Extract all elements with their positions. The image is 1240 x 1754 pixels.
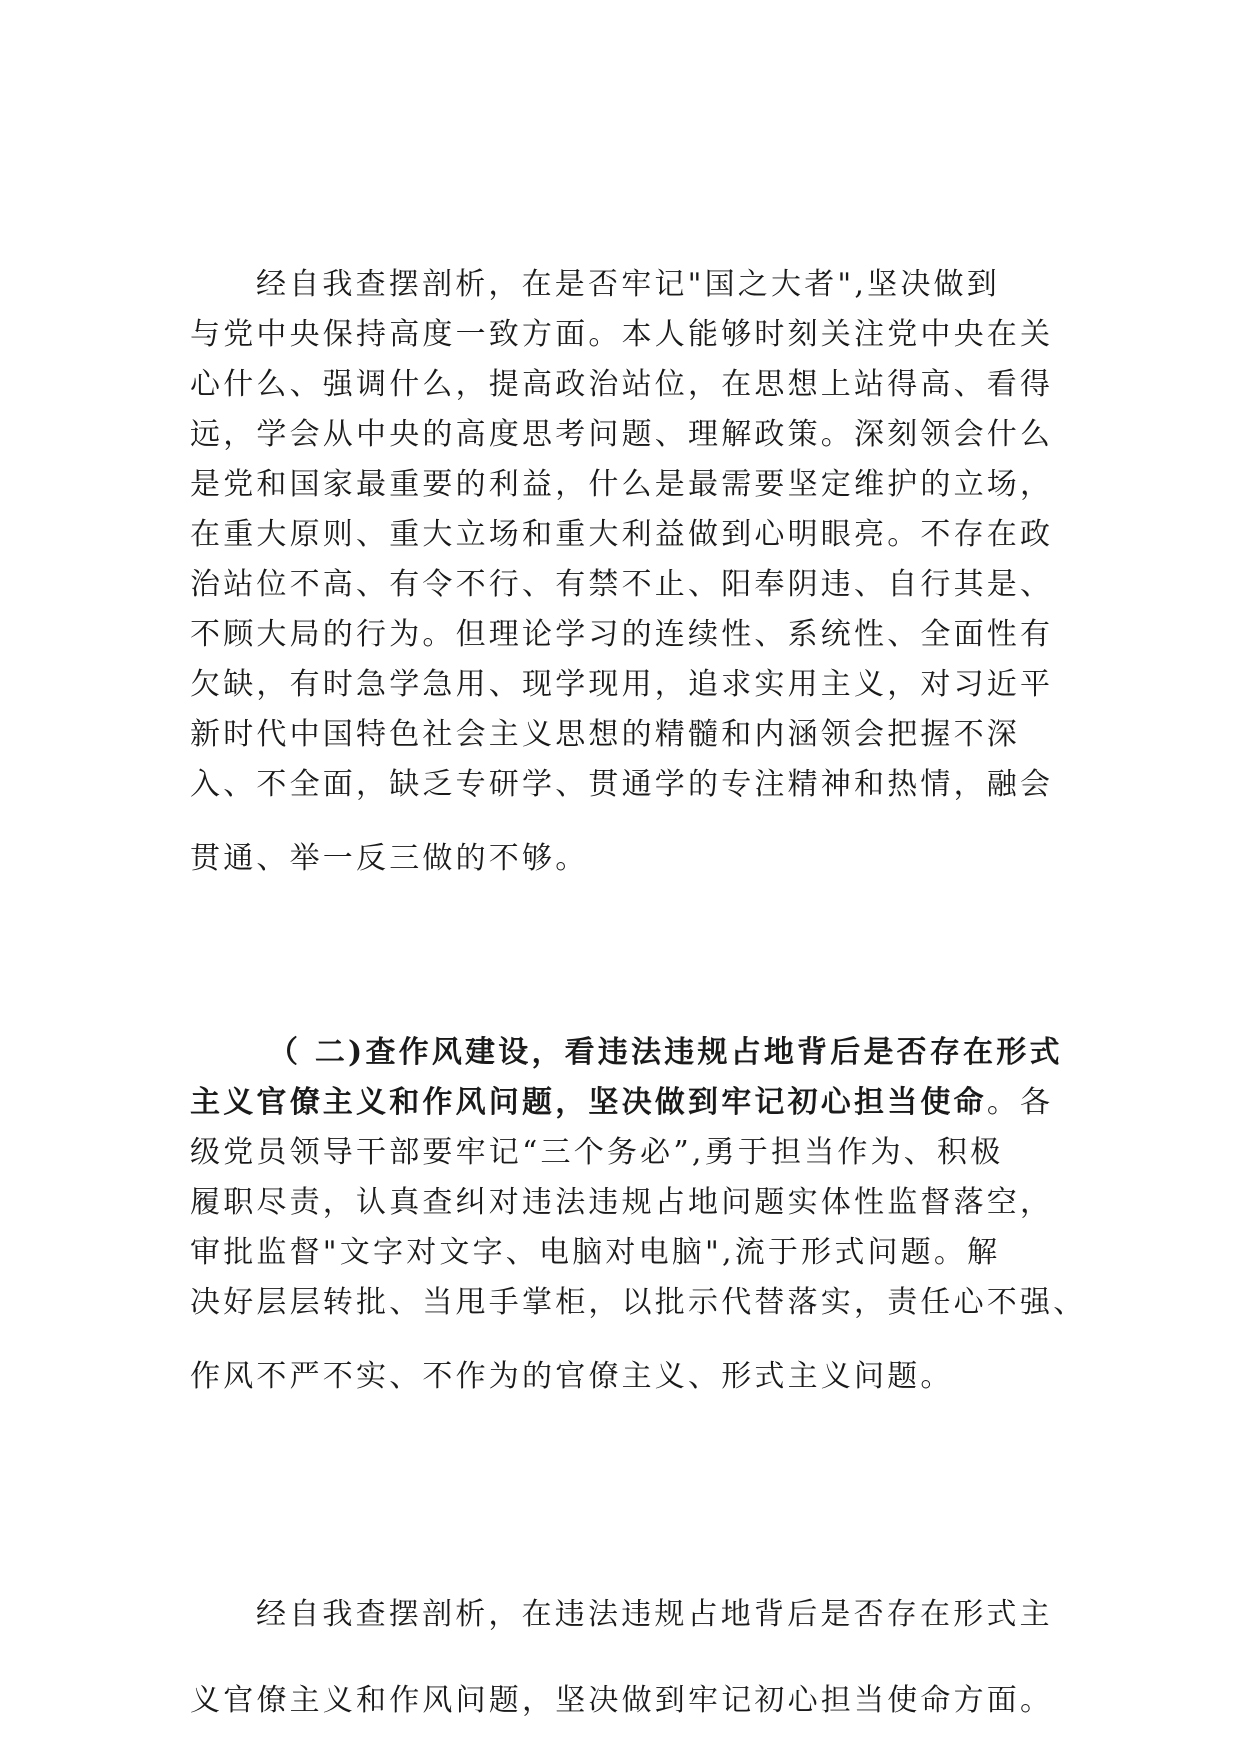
section-heading-trailing-text: 。各 [986,1085,1054,1120]
section-heading-bold-text: 主义官僚主义和作风问题，坚决做到牢记初心担当使命 [190,1085,987,1120]
text-line: 与党中央保持高度一致方面。本人能够时刻关注党中央在关 [190,317,1054,352]
paragraph-section-two [190,1028,1087,1402]
text-line: 贯通、举一反三做的不够。 [190,841,589,876]
text-line: 欠缺，有时急学急用、现学现用，追求实用主义，对习近平 [190,667,1054,702]
text-line: 决好层层转批、当甩手掌柜，以批示代替落实，责任心不强、 [190,1285,1087,1320]
section-heading-continuation [190,1078,1060,1128]
text-line: 在重大原则、重大立场和重大利益做到心明眼亮。不存在政 [190,517,1054,552]
text-line: 是党和国家最重要的利益，什么是最需要坚定维护的立场， [190,467,1054,502]
text-line: 级党员领导干部要牢记“三个务必”,勇于担当作为、积极 [190,1135,1004,1170]
text-line: 不顾大局的行为。但理论学习的连续性、系统性、全面性有 [190,617,1054,652]
paragraph-self-review-political [190,260,1060,884]
text-line: 作风不严不实、不作为的官僚主义、形式主义问题。 [190,1359,954,1394]
text-line: 新时代中国特色社会主义思想的精髓和内涵领会把握不深 [190,717,1020,752]
text-line: 经自我查摆剖析，在是否牢记"国之大者",坚决做到 [256,267,1000,302]
section-heading: （ 二)查作风建设，看违法违规占地背后是否存在形式 [268,1035,1063,1070]
text-line: 心什么、强调什么，提高政治站位，在思想上站得高、看得 [190,367,1054,402]
text-line: 经自我查摆剖析，在违法违规占地背后是否存在形式主 [256,1597,1053,1632]
text-line: 审批监督"文字对文字、电脑对电脑",流于形式问题。解 [190,1235,1001,1270]
text-line: 义官僚主义和作风问题，坚决做到牢记初心担当使命方面。 [190,1683,1054,1718]
text-line: 治站位不高、有令不行、有禁不止、阳奉阴违、自行其是、 [190,567,1054,602]
text-line: 履职尽责，认真查纠对违法违规占地问题实体性监督落空， [190,1185,1054,1220]
text-line: 远，学会从中央的高度思考问题、理解政策。深刻领会什么 [190,417,1054,452]
text-line: 入、不全面，缺乏专研学、贯通学的专注精神和热情，融会 [190,767,1054,802]
paragraph-self-review-workstyle [190,1590,1060,1726]
